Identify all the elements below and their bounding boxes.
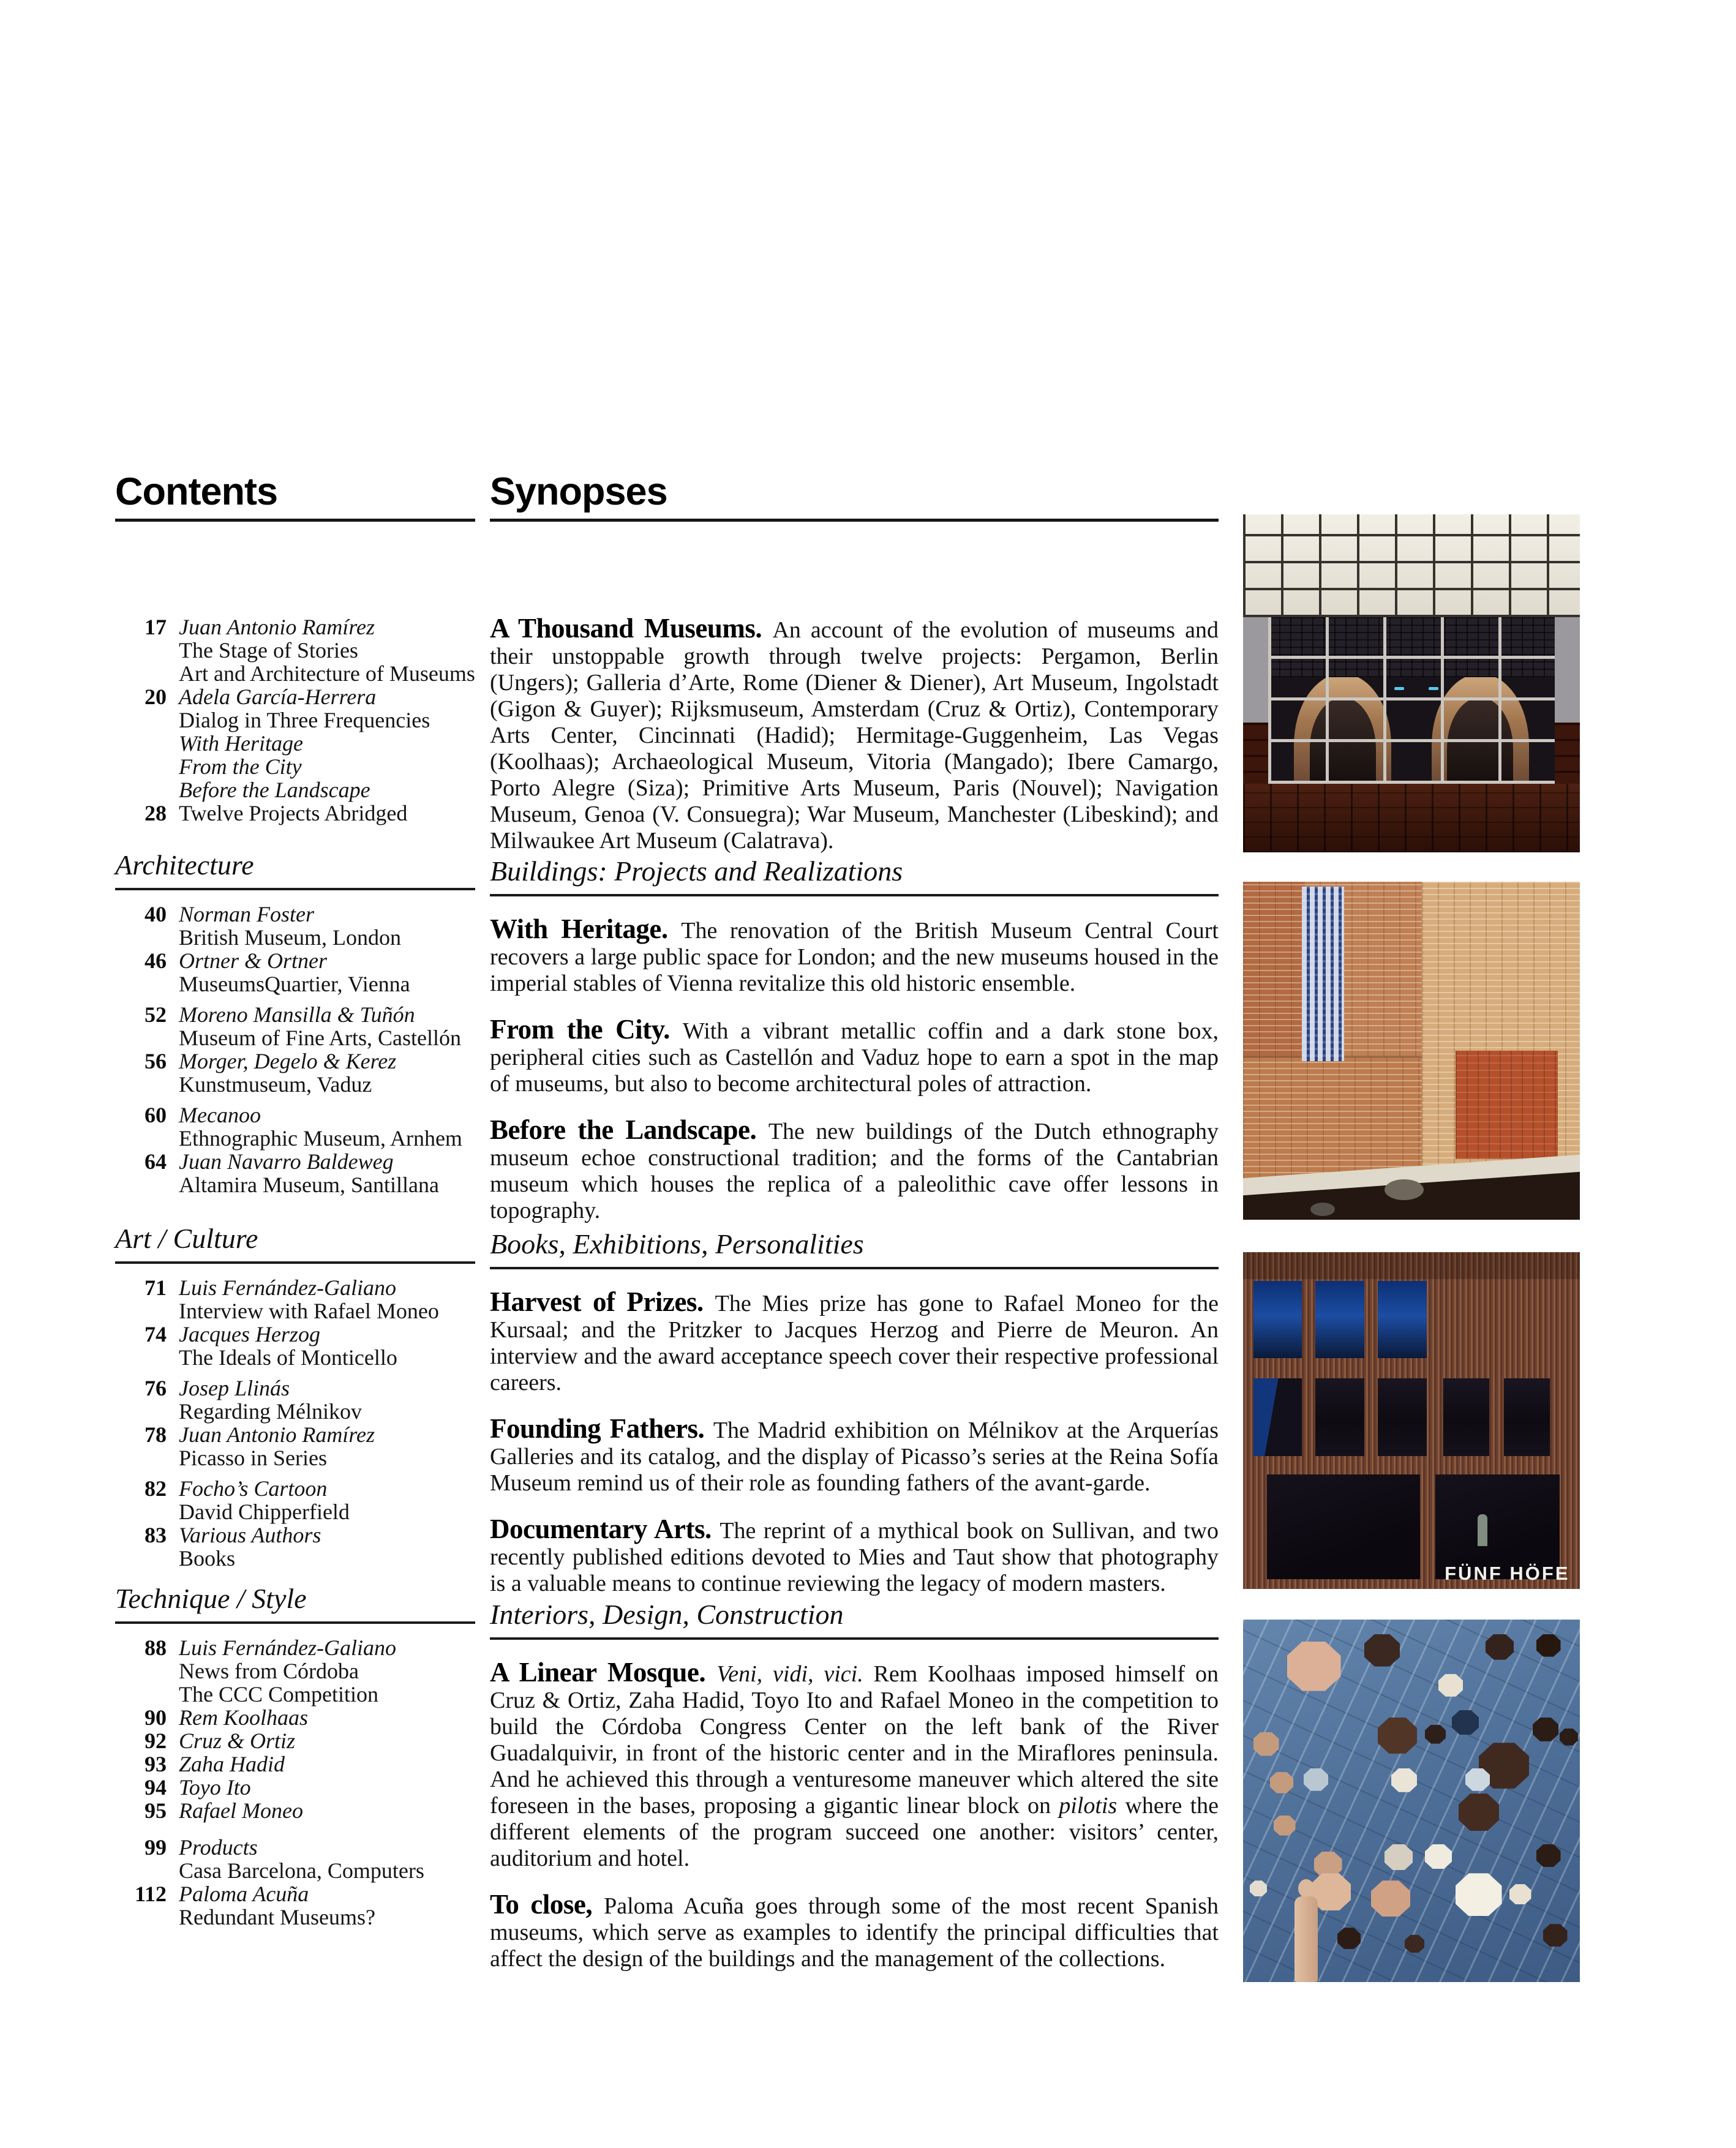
contents-entry	[115, 615, 489, 685]
perforation-hole	[1253, 1732, 1279, 1756]
entry-title-line: Twelve Projects Abridged	[179, 801, 408, 825]
entry-lines	[179, 903, 489, 949]
contents-entry	[115, 1003, 489, 1050]
entry-lines	[179, 615, 489, 685]
entry-title-line: Casa Barcelona, Computers	[179, 1858, 424, 1883]
entry-title-line: The Stage of Stories	[179, 638, 358, 663]
section-header: Books, Exhibitions, Personalities	[490, 1229, 1219, 1269]
contents-entry	[115, 1882, 489, 1929]
paragraph-lead: A Thousand Museums.	[490, 613, 773, 644]
entry-author-line: Rafael Moneo	[179, 1798, 303, 1823]
entry-title-line: News from Córdoba	[179, 1659, 359, 1683]
paragraph-lead: Harvest of Prizes.	[490, 1286, 715, 1317]
entry-lines	[179, 1150, 489, 1196]
window-blue	[1378, 1281, 1427, 1359]
entry-title-line: Art and Architecture of Museums	[179, 661, 475, 686]
perforation-hole	[1287, 1642, 1341, 1691]
paragraph-text: Veni, vidi, vici.	[716, 1661, 863, 1687]
synopsis-paragraph	[490, 1114, 1219, 1224]
paragraph-text: With a vibrant metallic coffin and a dark stone box, peripheral cities such as Castellón and Vaduz hope to earn a spot in the map of museums, but also to become architectural poles of attraction.	[490, 1018, 1219, 1097]
entry-author-line: Zaha Hadid	[179, 1752, 285, 1776]
entry-author-line: Norman Foster	[179, 902, 315, 926]
entry-lines	[179, 1050, 489, 1096]
paragraph-text: Rem Koolhaas imposed himself on Cruz & Ortiz, Zaha Hadid, Toyo Ito and Rafael Moneo in the competition to build the Córdoba Congress Center on the left bank of the River Guadalquivir, in front of the historic center and in the Miraflores peninsula. And he achieved this through a venturesome maneuver which altered the site foreseen in the bases, proposing a gigantic linear block on	[490, 1661, 1219, 1819]
entry-lines	[179, 1752, 489, 1776]
page-number: 76	[145, 1376, 167, 1400]
synopses-title-rule	[490, 519, 1219, 522]
page-number: 60	[145, 1103, 167, 1127]
paragraph-text: The new buildings of the Dutch ethnography museum echoe constructional tradition; and the forms of the Cantabrian museum which houses the replica of a paleolithic cave offer lessons in topography.	[490, 1119, 1219, 1223]
window-dark	[1378, 1378, 1427, 1456]
entry-lines	[179, 1376, 489, 1423]
section-header: Buildings: Projects and Realizations	[490, 856, 1219, 896]
window-half-blue	[1253, 1378, 1302, 1456]
paragraph-text: The Madrid exhibition on Mélnikov at the Arquerías Galleries and its catalog, and the display of Picasso’s series at the Reina Sofía Museum remind us of their role as founding fathers of the avant-garde.	[490, 1418, 1219, 1496]
section-header: Interiors, Design, Construction	[490, 1599, 1219, 1640]
contents-entry	[115, 1103, 489, 1150]
synopses-section	[490, 1599, 1219, 1992]
mannequin	[1478, 1514, 1487, 1546]
synopses-title: Synopses	[490, 470, 667, 513]
glazed-wall	[1268, 617, 1555, 784]
entry-author-line: Juan Antonio Ramírez	[179, 615, 375, 639]
synopsis-paragraphs	[490, 1286, 1219, 1597]
entry-author-line: Before the Landscape	[179, 778, 370, 802]
entry-title-line: MuseumsQuartier, Vienna	[179, 972, 410, 996]
synopsis-paragraph	[490, 1516, 1219, 1597]
entry-author-line: Paloma Acuña	[179, 1882, 309, 1906]
synopses-section	[490, 1229, 1219, 1617]
contents-entry	[115, 1729, 489, 1752]
paragraph-text: pilotis	[1059, 1793, 1118, 1819]
entry-lines	[179, 1423, 489, 1470]
perforation-hole	[1452, 1710, 1479, 1735]
entry-title-line: Ethnographic Museum, Arnhem	[179, 1126, 462, 1151]
page-number: 28	[145, 801, 167, 825]
page-number: 74	[145, 1322, 167, 1346]
page-number: 40	[145, 902, 167, 926]
entry-author-line: Josep Llinás	[179, 1376, 290, 1400]
contents-entry	[115, 1276, 489, 1323]
entry-author-line: Various Authors	[179, 1523, 321, 1547]
entry-author-line: Toyo Ito	[179, 1775, 251, 1800]
paragraph-lead: Documentary Arts.	[490, 1514, 720, 1544]
synopsis-paragraph	[490, 615, 1219, 854]
synopsis-paragraphs	[490, 1659, 1219, 1972]
page-number: 82	[145, 1476, 167, 1501]
red-square-panel	[1456, 1051, 1558, 1159]
perforation-hole	[1536, 1844, 1561, 1867]
synopsis-paragraph	[490, 916, 1219, 997]
perforation-hole	[1509, 1884, 1531, 1904]
contents-entry	[115, 1799, 489, 1822]
entry-title-line: Regarding Mélnikov	[179, 1399, 362, 1424]
entry-author-line: Juan Navarro Baldeweg	[179, 1149, 394, 1174]
perforation-hole	[1391, 1768, 1417, 1792]
contents-entry	[115, 1523, 489, 1570]
contents-entry	[115, 949, 489, 996]
perforation-hole	[1459, 1793, 1499, 1831]
funf-hofe-sign: FÜNF HÖFE	[1445, 1563, 1570, 1585]
perforation-hole	[1438, 1674, 1463, 1697]
entry-author-line: Jacques Herzog	[179, 1322, 320, 1346]
contents-entry	[115, 1423, 489, 1470]
page-number: 64	[145, 1149, 167, 1174]
perforation-hole	[1304, 1768, 1328, 1791]
contents-entry	[115, 1477, 489, 1523]
contents-entry	[115, 685, 489, 802]
perforation-hole	[1425, 1844, 1452, 1869]
perforation-hole	[1425, 1725, 1446, 1744]
entry-lines	[179, 949, 489, 996]
perforation-hole	[1337, 1928, 1361, 1949]
entry-author-line: Moreno Mansilla & Tuñón	[179, 1002, 415, 1027]
entry-lines	[179, 1003, 489, 1050]
entry-title-line: Dialog in Three Frequencies	[179, 708, 430, 732]
paragraph-text: The reprint of a mythical book on Sullivan, and two recently published editions devoted to Mies and Taut show that photography is a valuable means to continue reviewing the legacy of modern masters.	[490, 1518, 1219, 1596]
contents-title: Contents	[115, 470, 277, 513]
contents-column	[115, 470, 489, 1929]
entry-lines	[179, 1836, 489, 1882]
synopsis-paragraph	[490, 1413, 1219, 1496]
entry-lines	[179, 685, 489, 802]
entry-author-line: With Heritage	[179, 731, 303, 756]
entry-author-line: Rem Koolhaas	[179, 1705, 308, 1730]
perforation-hole	[1405, 1935, 1424, 1953]
perforation-hole	[1465, 1768, 1490, 1791]
page-number: 93	[145, 1752, 167, 1776]
entry-lines	[179, 1523, 489, 1570]
synopsis-paragraph	[490, 1016, 1219, 1097]
top-shadow	[1243, 1252, 1580, 1279]
perforation-hole	[1270, 1772, 1293, 1793]
entry-title-line: Kunstmuseum, Vaduz	[179, 1072, 372, 1097]
paragraph-text: The Mies prize has gone to Rafael Moneo for the Kursaal; and the Pritzker to Jacques Herzog and Pierre de Meuron. An interview and the award acceptance speech cover their respective professional careers.	[490, 1291, 1219, 1395]
entry-lines	[179, 1636, 489, 1706]
perforation-hole	[1533, 1718, 1558, 1741]
contents-entries	[115, 615, 489, 825]
paragraph-lead: To close,	[490, 1889, 604, 1920]
front-brick-wall	[1243, 1057, 1422, 1179]
paragraph-lead: With Heritage.	[490, 914, 682, 944]
page-number: 92	[145, 1729, 167, 1753]
page-number: 20	[145, 685, 167, 709]
window-dark	[1443, 1378, 1489, 1456]
page-number: 46	[145, 948, 167, 973]
contents-section	[115, 615, 489, 825]
synopses-section	[490, 856, 1219, 1244]
contents-entry	[115, 1776, 489, 1799]
contents-entry	[115, 1323, 489, 1369]
entry-author-line: Products	[179, 1835, 258, 1860]
storefront-left	[1267, 1474, 1420, 1579]
contents-entry	[115, 1706, 489, 1729]
contents-entries	[115, 903, 489, 1196]
entry-author-line: Mecanoo	[179, 1103, 261, 1127]
skylight-grid	[1243, 514, 1580, 617]
entry-title-line: Redundant Museums?	[179, 1905, 375, 1929]
entry-author-line: Ortner & Ortner	[179, 948, 327, 973]
entry-lines	[179, 1799, 489, 1822]
entry-lines	[179, 802, 489, 825]
entry-author-line: Morger, Degelo & Kerez	[179, 1049, 397, 1073]
contents-title-rule	[115, 519, 475, 522]
contents-entry	[115, 1376, 489, 1423]
entry-title-line: British Museum, London	[179, 925, 402, 950]
window-blue	[1253, 1281, 1302, 1359]
photo-brick-facade	[1243, 882, 1580, 1220]
synopsis-paragraph	[490, 1286, 1219, 1396]
page-number: 90	[145, 1705, 167, 1730]
page-number: 71	[145, 1275, 167, 1300]
perforation-hole	[1536, 1634, 1561, 1657]
entry-lines	[179, 1323, 489, 1369]
paragraph-text: Paloma Acuña goes through some of the most recent Spanish museums, which serve as examples to identify the principal difficulties that affect the design of the buildings and the management of the collections.	[490, 1893, 1219, 1972]
synopsis-paragraph	[490, 1891, 1219, 1972]
paragraph-text: An account of the evolution of museums and their unstoppable growth through twelve projects: Pergamon, Berlin (Ungers); Galleria d’Arte, Rome (Diener & Diener), Art Museum, Ingolstadt (Gigon & Guyer); Rijksmuseum, Amsterdam (Cruz & Ortiz), Contemporary Arts Center, Cincinnati (Hadid); Hermitage-Guggenheim, Las Vegas (Koolhaas); Archaeological Museum, Vitoria (Mangado); Ibere Camargo, Porto Alegre (Siza); Primitive Arts Museum, Paris (Nouvel); Navigation Museum, Genoa (V. Consuegra); War Museum, Manchester (Libeskind); and Milwaukee Art Museum (Calatrava).	[490, 617, 1219, 854]
page-number: 95	[145, 1798, 167, 1823]
rock	[1385, 1179, 1424, 1200]
perforation-hole	[1371, 1880, 1410, 1917]
section-header: Art / Culture	[115, 1223, 475, 1264]
entry-lines	[179, 1706, 489, 1729]
perforation-hole	[1543, 1924, 1568, 1947]
contents-entry	[115, 802, 489, 825]
contents-entry	[115, 1836, 489, 1882]
entry-author-line: Luis Fernández-Galiano	[179, 1635, 396, 1660]
page-number: 56	[145, 1049, 167, 1073]
synopsis-paragraphs	[490, 916, 1219, 1224]
model-figure	[1292, 1879, 1320, 1982]
photo-cordoba-model	[1243, 1620, 1580, 1982]
entry-title-line: Books	[179, 1546, 236, 1571]
entry-author-line: Focho’s Cartoon	[179, 1476, 328, 1501]
entry-author-line: Cruz & Ortiz	[179, 1729, 296, 1753]
entry-author-line: Luis Fernández-Galiano	[179, 1275, 396, 1300]
entry-lines	[179, 1882, 489, 1929]
entry-title-line: Altamira Museum, Santillana	[179, 1173, 439, 1197]
synopses-column	[490, 470, 1219, 1972]
entry-title-line: David Chipperfield	[179, 1500, 350, 1524]
page-number: 112	[134, 1882, 167, 1906]
figure-head	[1298, 1879, 1314, 1898]
contents-section	[115, 850, 489, 1196]
blue-tile-strip	[1302, 887, 1344, 1061]
photo-funf-hofe-facade	[1243, 1252, 1580, 1589]
window-mullions	[1268, 617, 1555, 784]
entry-lines	[179, 1729, 489, 1752]
synopses-section	[490, 615, 1219, 874]
wood-paneling	[1243, 784, 1580, 852]
entry-title-line: The Ideals of Monticello	[179, 1345, 397, 1370]
entry-title-line: Interview with Rafael Moneo	[179, 1299, 439, 1323]
paragraph-lead: A Linear Mosque.	[490, 1657, 717, 1688]
section-header: Architecture	[115, 850, 475, 890]
synopsis-paragraph	[490, 1659, 1219, 1872]
entry-author-line: From the City	[179, 754, 302, 779]
figure-body	[1294, 1896, 1318, 1982]
section-header: Technique / Style	[115, 1583, 475, 1624]
contents-entry	[115, 1050, 489, 1096]
contents-entries	[115, 1636, 489, 1929]
contents-entry	[115, 1636, 489, 1706]
entry-lines	[179, 1276, 489, 1323]
entry-lines	[179, 1103, 489, 1150]
contents-section	[115, 1583, 489, 1929]
perforation-hole	[1364, 1634, 1400, 1667]
perforation-hole	[1250, 1880, 1267, 1896]
page-number: 88	[145, 1635, 167, 1660]
entry-lines	[179, 1776, 489, 1799]
perforation-hole	[1378, 1718, 1417, 1754]
paragraph-lead: Before the Landscape.	[490, 1114, 768, 1145]
paragraph-lead: From the City.	[490, 1014, 683, 1045]
page-number: 52	[145, 1002, 167, 1027]
contents-entry	[115, 1150, 489, 1196]
perforation-hole	[1560, 1729, 1578, 1746]
paragraph-text: where the different elements of the program succeed one another: visitors’ center, auditorium and hotel.	[490, 1793, 1219, 1871]
entry-lines	[179, 1477, 489, 1523]
perforation-hole	[1385, 1844, 1413, 1870]
window-dark	[1504, 1378, 1549, 1456]
window-dark	[1315, 1378, 1364, 1456]
page-number: 94	[145, 1775, 167, 1800]
photo-british-museum-court	[1243, 514, 1580, 852]
entry-title-line: The CCC Competition	[179, 1682, 379, 1707]
contents-entries	[115, 1276, 489, 1570]
perforation-hole	[1274, 1816, 1296, 1836]
contents-entry	[115, 1752, 489, 1776]
paragraph-lead: Founding Fathers.	[490, 1413, 713, 1444]
paragraph-text: The renovation of the British Museum Central Court recovers a large public space for London; and the new museums housed in the imperial stables of Vienna revitalize this old historic ensemble.	[490, 918, 1219, 996]
perforation-hole	[1456, 1873, 1502, 1916]
page-number: 17	[145, 615, 167, 639]
synopsis-paragraphs	[490, 615, 1219, 854]
page-number: 83	[145, 1523, 167, 1547]
page-number: 78	[145, 1422, 167, 1447]
entry-author-line: Juan Antonio Ramírez	[179, 1422, 375, 1447]
window-blue	[1315, 1281, 1364, 1359]
contents-entry	[115, 903, 489, 949]
contents-section	[115, 1223, 489, 1570]
entry-title-line: Museum of Fine Arts, Castellón	[179, 1026, 461, 1050]
entry-author-line: Adela García-Herrera	[179, 685, 377, 709]
page-number: 99	[145, 1835, 167, 1860]
entry-title-line: Picasso in Series	[179, 1446, 327, 1470]
perforation-hole	[1486, 1634, 1514, 1660]
